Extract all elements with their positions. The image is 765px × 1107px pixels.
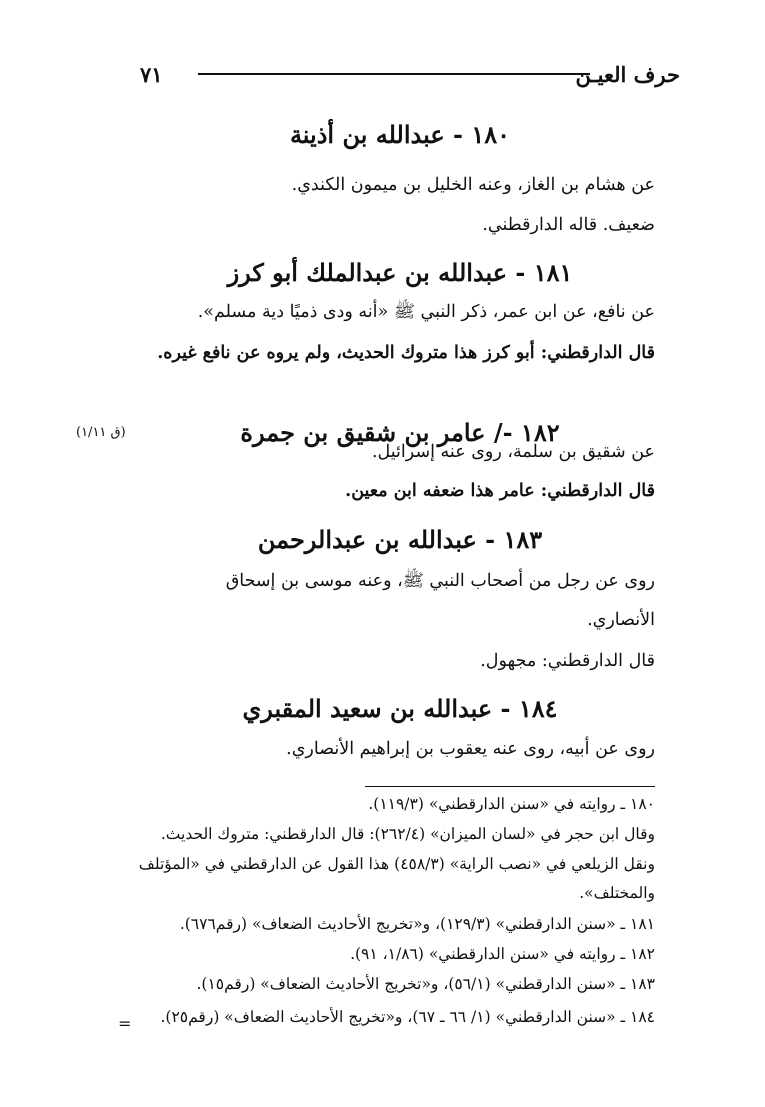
entry-180-line-2: ضعيف. قاله الدارقطني.: [482, 215, 655, 235]
entry-181-title: ١٨١ - عبدالله بن عبدالملك أبو كرز: [227, 258, 573, 287]
entry-180-title: ١٨٠ - عبدالله بن أذينة: [289, 120, 511, 149]
page-number: ٧١: [140, 62, 163, 87]
footnote-181: ١٨١ ـ «سنن الدارقطني» (١٢٩/٣)، و«تخريج الأحاديث الضعاف» (رقم٦٧٦).: [179, 915, 655, 933]
footnote-rule: [365, 786, 655, 787]
entry-184-line-1: روى عن أبيه، روى عنه يعقوب بن إبراهيم الأنصاري.: [286, 739, 655, 759]
entry-184-title: ١٨٤ - عبدالله بن سعيد المقبري: [242, 694, 558, 723]
entry-183-title: ١٨٣ - عبدالله بن عبدالرحمن: [257, 525, 543, 554]
entry-180-line-1: عن هشام بن الغاز، وعنه الخليل بن ميمون الكندي.: [291, 175, 655, 195]
footnote-183: ١٨٣ ـ «سنن الدارقطني» (٥٦/١)، و«تخريج الأحاديث الضعاف» (رقم١٥).: [196, 975, 655, 993]
chapter-title: حرف العيـن: [575, 62, 680, 87]
manuscript-ref: (ق ١/١١): [76, 425, 126, 440]
footnote-180: ١٨٠ ـ روايته في «سنن الدارقطني» (١١٩/٣).: [368, 795, 655, 813]
entry-181-line-2: قال الدارقطني: أبو كرز هذا متروك الحديث، ولم يروه عن نافع غيره.: [157, 343, 655, 363]
entry-181-line-1: عن نافع، عن ابن عمر، ذكر النبي ﷺ «أنه ودى ذميًا دية مسلم».: [197, 302, 655, 322]
entry-183-line-2: الأنصاري.: [587, 610, 655, 630]
header-rule: [198, 73, 590, 75]
entry-182-line-2: قال الدارقطني: عامر هذا ضعفه ابن معين.: [345, 481, 655, 501]
footnote-184: ١٨٤ ـ «سنن الدارقطني» (١/ ٦٦ ـ ٦٧)، و«تخريج الأحاديث الضعاف» (رقم٢٥).: [160, 1008, 655, 1026]
footnote-180-cont-1: وقال ابن حجر في «لسان الميزان» (٢٦٢/٤): قال الدارقطني: متروك الحديث.: [160, 825, 655, 843]
continuation-mark: =: [118, 1014, 132, 1033]
footnote-182: ١٨٢ ـ روايته في «سنن الدارقطني» (١/٨٦، ٩١).: [350, 945, 655, 963]
entry-183-line-3: قال الدارقطني: مجهول.: [480, 651, 655, 671]
entry-182-title: ١٨٢ -/ عامر بن شقيق بن جمرة: [240, 418, 560, 447]
footnote-180-cont-2: ونقل الزيلعي في «نصب الراية» (٤٥٨/٣) هذا القول عن الدارقطني في «المؤتلف: [138, 855, 655, 873]
page-header: [120, 62, 680, 92]
entry-182-line-1: عن شقيق بن سلمة، روى عنه إسرائيل.: [371, 442, 655, 462]
entry-183-line-1: روى عن رجل من أصحاب النبي ﷺ، وعنه موسى بن إسحاق: [225, 571, 655, 591]
footnote-180-cont-3: والمختلف».: [579, 884, 655, 902]
